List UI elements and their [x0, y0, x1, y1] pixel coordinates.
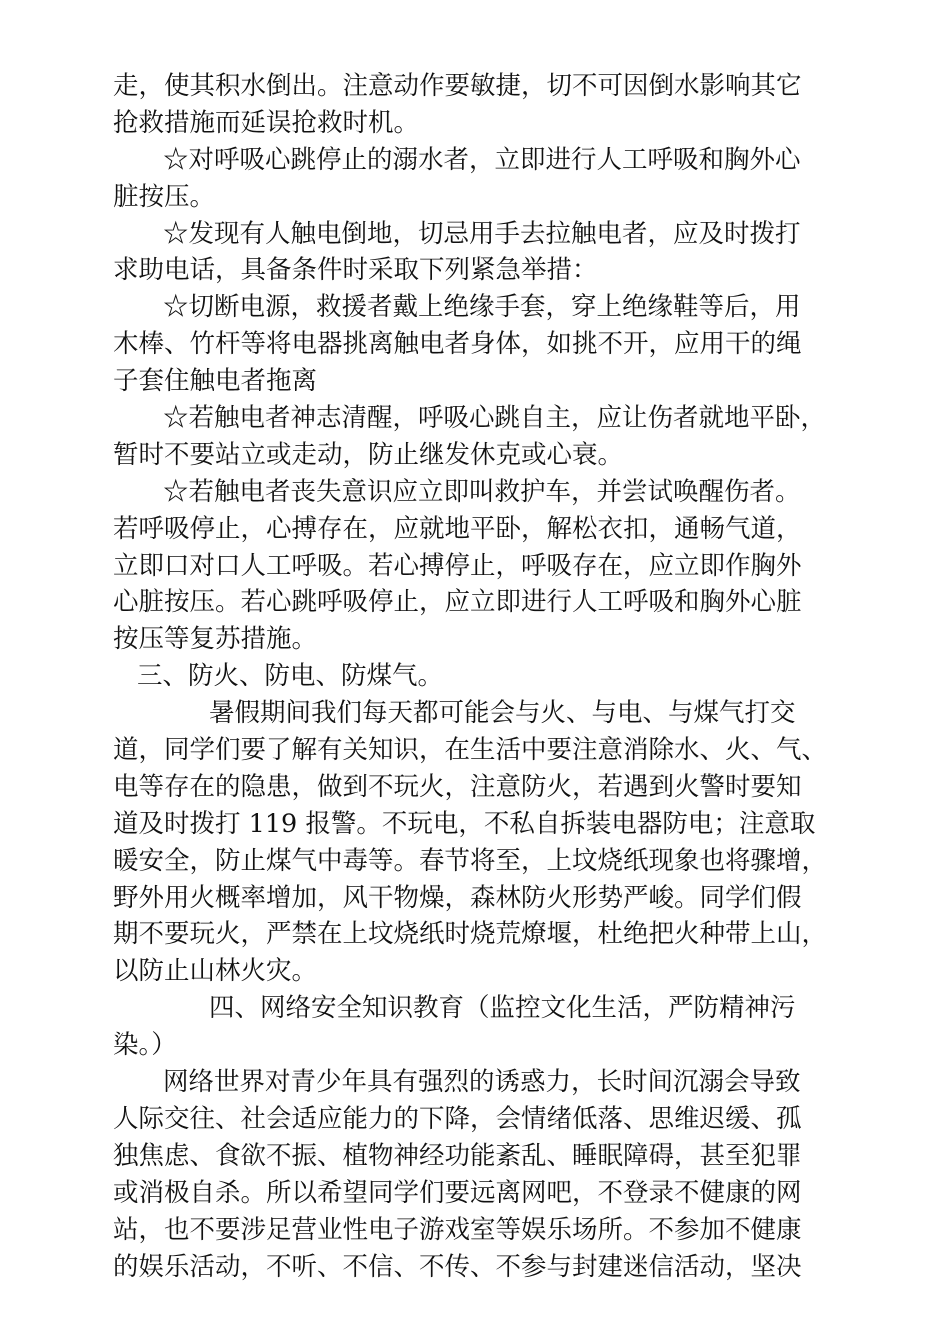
text-line-11: 暂时不要站立或走动，防止继发休克或心衰。	[113, 439, 624, 470]
bullet-line-cpr: ☆对呼吸心跳停止的溺水者，立即进行人工呼吸和胸外心	[163, 144, 801, 175]
document-page	[113, 68, 858, 1285]
text-line-27: 染。）	[113, 1030, 177, 1061]
section-heading-internet-safety: 四、网络安全知识教育（监控文化生活，严防精神污	[209, 993, 796, 1024]
text-line-31: 或消极自杀。所以希望同学们要远离网吧，不登录不健康的网	[113, 1177, 802, 1208]
text-line-4: 脏按压。	[113, 181, 216, 212]
text-line-30: 独焦虑、食欲不振、植物神经功能紊乱、睡眠障碍，甚至犯罪	[113, 1140, 802, 1171]
text-line-15: 心脏按压。若心跳呼吸停止，应立即进行人工呼吸和胸外心脏	[113, 587, 802, 618]
bullet-line-unconscious: ☆若触电者丧失意识应立即叫救护车，并尝试唤醒伤者。	[163, 476, 801, 507]
text-line-18: 暑假期间我们每天都可能会与火、与电、与煤气打交	[209, 698, 796, 729]
text-line-16: 按压等复苏措施。	[113, 624, 318, 655]
bullet-line-electric-shock: ☆发现有人触电倒地，切忌用手去拉触电者，应及时拨打	[163, 218, 801, 249]
text-line-19: 道，同学们要了解有关知识，在生活中要注意消除水、火、气、	[113, 735, 828, 766]
text-line-25: 以防止山林火灾。	[113, 956, 318, 987]
text-line-9: 子套住触电者拖离	[113, 366, 318, 397]
text-line-2: 抢救措施而延误抢救时机。	[113, 107, 420, 138]
text-line-23: 野外用火概率增加，风干物燥，森林防火形势严峻。同学们假	[113, 882, 802, 913]
text-line-1: 走，使其积水倒出。注意动作要敏捷，切不可因倒水影响其它	[113, 71, 802, 101]
text-line-24: 期不要玩火，严禁在上坟烧纸时烧荒燎堰，杜绝把火种带上山，	[113, 919, 828, 950]
text-line-14: 立即口对口人工呼吸。若心搏停止，呼吸存在，应立即作胸外	[113, 550, 802, 581]
text-line-13: 若呼吸停止，心搏存在，应就地平卧，解松衣扣，通畅气道，	[113, 513, 802, 544]
text-line-21: 道及时拨打 119 报警。不玩电，不私自拆装电器防电；注意取	[113, 808, 816, 839]
bullet-line-conscious: ☆若触电者神志清醒，呼吸心跳自主，应让伤者就地平卧，	[163, 403, 827, 434]
text-line-22: 暖安全，防止煤气中毒等。春节将至，上坟烧纸现象也将骤增，	[113, 845, 828, 876]
text-line-20: 电等存在的隐患，做到不玩火，注意防火，若遇到火警时要知	[113, 771, 802, 802]
text-line-8: 木棒、竹杆等将电器挑离触电者身体，如挑不开，应用干的绳	[113, 329, 802, 360]
text-line-32: 站，也不要涉足营业性电子游戏室等娱乐场所。不参加不健康	[113, 1214, 802, 1245]
text-line-6: 求助电话，具备条件时采取下列紧急举措：	[113, 255, 598, 286]
text-line-28: 网络世界对青少年具有强烈的诱惑力，长时间沉溺会导致	[163, 1067, 801, 1098]
text-line-29: 人际交往、社会适应能力的下降，会情绪低落、思维迟缓、孤	[113, 1103, 802, 1134]
text-line-33: 的娱乐活动，不听、不信、不传、不参与封建迷信活动，坚决	[113, 1251, 802, 1282]
section-heading-fire-safety: 三、防火、防电、防煤气。	[137, 661, 444, 692]
bullet-line-cut-power: ☆切断电源，救援者戴上绝缘手套，穿上绝缘鞋等后，用	[163, 292, 801, 323]
